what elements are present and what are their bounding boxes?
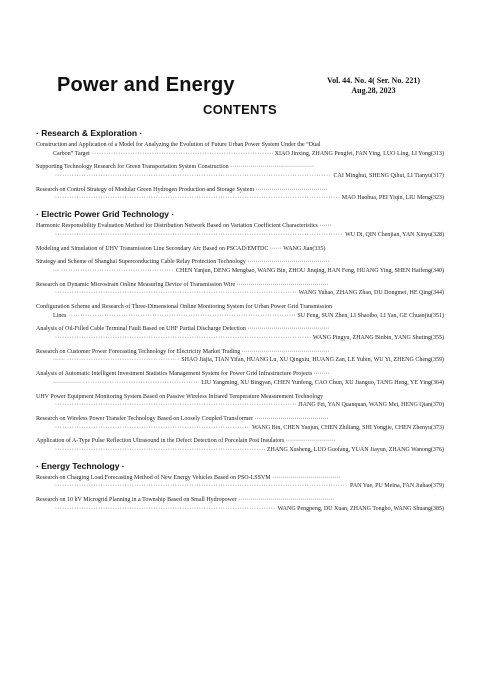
entry-continuation [36,505,444,514]
article-title: Strategy and Scheme of Shanghai Superconducting Cable Relay Protection Technology ········································· [36,259,330,266]
dot-leader [55,289,297,298]
entry-continuation [36,446,444,455]
toc-entry[interactable] [36,393,444,410]
article-title: Research on 10 kV Microgrid Planning in a Township Based on Small Hydropower ················································ [36,497,335,504]
contents-heading: CONTENTS [203,102,277,117]
entry-continuation [36,289,444,298]
article-title: Research on Control Strategy of Modular Green Hydrogen Production and Storage System ···································· [36,186,328,193]
section-heading: · Energy Technology · [36,460,125,471]
article-title: Analysis of Oil-Filled Cable Terminal Fault Based on UHF Partial Discharge Detection ········································· [36,326,330,333]
toc-entry[interactable] [36,303,444,320]
toc-entry[interactable] [36,415,444,432]
authors-and-page: WANG Pengpeng, DU Xuan, ZHANG Tongbo, WANG Shuang(385) [277,505,444,512]
authors-and-page: JIANG Fei, YAN Quanquan, WANG Mei, HENG Qian(370) [298,402,444,409]
masthead [57,74,420,104]
entry-continuation [36,172,444,181]
toc-entry[interactable] [36,437,444,454]
dot-leader [92,150,273,159]
entry-continuation [36,312,444,321]
toc-section [36,208,444,454]
authors-and-page: WU Di, QIN Chenjian, YAN Xinyu(328) [345,231,444,238]
section-heading: · Research & Exploration · [36,128,143,138]
authors-and-page: XIAO Jinxing, ZHANG Pengfei, FAN Ying, LUO Ling, LI Yong(313) [274,150,444,157]
toc-entry[interactable] [36,186,444,203]
article-title: Research on Wireless Power Transfer Technology Based on Loosely Coupled Transformer ····································· [36,415,329,422]
entry-continuation [36,150,444,159]
article-title: Research on Dynamic Microstrain Online Measuring Device of Transmission Wire ·············································· [36,281,329,288]
title-continuation: Carbon” Target [53,150,90,157]
journal-title: Power and Energy [57,74,235,96]
article-title: Harmonic Responsibility Evaluation Method for Distribution Network Based on Variation Coefficient Characteristics ······ [36,223,332,230]
dot-leader [55,482,348,491]
article-title: Analysis of Automatic Intelligent Investment Statistics Management System for Power Grid Infrastructure Projects ········ [36,371,330,378]
toc-entry[interactable] [36,325,444,342]
authors-and-page: ZHANG Xusheng, LUO Guofang, YUAN Jiayun, ZHANG Wanong(376) [266,446,444,453]
authors-and-page: WANG Yuhao, ZHANG Zhao, DU Dongmei, HE Qing(344) [298,290,444,297]
authors-and-page: WANG Bin, CHEN Yanjun, CHEN Zhiliang, SHI Yongjie, CHEN Zhenyu(373) [252,424,444,431]
issue-date: Aug.28, 2023 [351,86,396,95]
toc-entry[interactable] [36,222,444,239]
article-title: Modeling and Simulation of UHV Transmission Line Secondary Arc Based on PSCAD/EMTDC ······ WANG Jian(335) [36,245,326,252]
title-continuation: Lines [53,312,67,319]
entry-continuation [36,267,444,276]
article-title: Construction and Application of a Model for Analyzing the Evolution of Future Urban Power System Under the “Dual [36,142,321,148]
section-heading: · Electric Power Grid Technology · [36,209,175,220]
dot-leader [55,194,340,203]
authors-and-page: MAO Haohua, PEI Yiqin, LIU Meng(323) [341,195,444,202]
toc-entry[interactable] [36,370,444,387]
title-continuation: ··· [53,267,59,274]
entry-continuation [36,401,444,410]
toc-entry[interactable] [36,258,444,275]
dot-leader [67,356,179,365]
entry-continuation [36,482,444,491]
authors-and-page: PAN Yue, PU Meina, FAN Jiahao(379) [350,483,444,490]
article-title: Research on Charging Load Forecasting Method of New Energy Vehicles Based on PSO-LSSVM ·································· [36,474,341,481]
title-continuation: ······ [53,357,65,364]
toc-section [36,127,444,203]
article-title: Configuration Scheme and Research of Three-Dimensional Online Monitoring System for Urban Power Grid Transmission [36,304,333,311]
entry-continuation [36,231,444,240]
dot-leader [55,334,311,343]
entry-continuation [36,356,444,365]
authors-and-page: LIU Yangming, XU Bingyan, CHEN Yunfeng, CAO Chun, XU Jianguo, TANG Heng, YE Ying(364) [201,379,444,386]
authors-and-page: SHAO Jiajia, TIAN Yifan, HUANG Lu, XU Qingxiu, HUANG Zan, LE Yubin, WU Yi, ZHENG Cheng(359) [181,357,444,364]
dot-leader [55,172,331,181]
authors-and-page: CHEN Yanjun, DENG Mengbao, WANG Bin, ZHOU Jinqing, HAN Feng, HUANG Ying, SHEN Haifeng(340) [176,267,444,274]
title-continuation: ·············· [53,379,81,386]
article-title: Supporting Technology Research for Green Transportation System Construction ·········································· [36,164,315,171]
authors-and-page: WANG Pingyu, ZHANG Binbin, YANG Shuting(355) [313,335,444,341]
volume-line: Vol. 44. No. 4( Ser. No. 221) [327,76,420,85]
toc-entry[interactable] [36,348,444,365]
article-title: Application of A-Type Pulse Reflection Ultrasound in the Defect Detection of Porcelain Post Insulators ························· [36,438,336,445]
dot-leader [68,312,295,321]
volume-info [327,76,420,96]
entry-continuation [36,379,444,388]
entry-continuation [36,424,444,433]
toc-entry[interactable] [36,496,444,513]
toc-entry[interactable] [36,281,444,298]
entry-continuation [36,194,444,203]
dot-leader [55,401,296,410]
table-of-contents [36,126,444,518]
entry-continuation [36,334,444,343]
dot-leader [61,267,174,276]
dot-leader [55,424,250,433]
dot-leader [55,446,265,455]
toc-entry[interactable] [36,245,444,254]
dot-leader [55,505,276,514]
toc-entry[interactable] [36,141,444,158]
authors-and-page: CAI Minghui, SHENG Qihui, LI Tianyu(317) [333,172,444,179]
authors-and-page: SU Feng, SUN Zhen, LI Shaoibo, LI Yan, GE Chuanjiu(351) [297,312,444,319]
toc-section [36,460,444,514]
dot-leader [83,379,199,388]
toc-entry[interactable] [36,474,444,491]
article-title: UHV Power Equipment Monitoring System Based on Passive Wireless Infrared Temperature Measurement Technology [36,393,324,400]
article-title: Research on Customer Power Forecasting Technology for Electricity Market Trading ············································ [36,348,330,355]
dot-leader [55,231,343,240]
toc-entry[interactable] [36,163,444,180]
